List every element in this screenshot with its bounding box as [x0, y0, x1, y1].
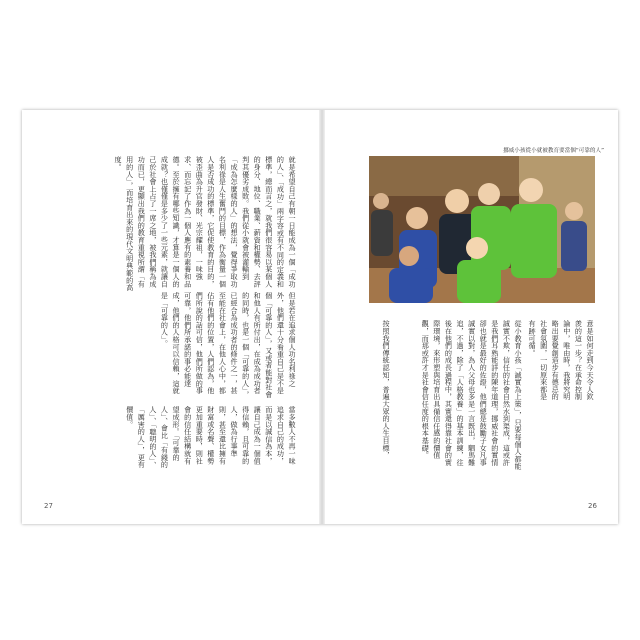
right-paragraph-3: 按照我們傳統認知，普遍大眾的人生目標， [382, 320, 391, 459]
group-photo [369, 156, 595, 303]
left-paragraph-2: 但是若在追求個人功名利祿之外，他們還十分看重自己是不是個「可靠的人」，又或者能對社會和他人有所付出，在成為成功者的同時，也是一個「可靠的人」，已經合為成功者的條件之一，甚至能在社會上，在他人心中，都佔有他們的位置，人們認為，他們所說的話可信，他們所做的事可靠，他們所承諾的事必能達成，他們的人格可以信賴，這就是「可靠的人」。 [160, 292, 297, 398]
page-number-left: 27 [44, 502, 53, 510]
page-number-right: 26 [588, 502, 597, 510]
book-spread [22, 110, 618, 524]
right-paragraph-1: 意是如何走到今天令人欽羨的這一步？在承命控制論中，唯由時，我將究明略出要覺創造步有德忌的社會氛圍，一切原來都是有跡可循。 [528, 320, 595, 401]
group-photo-image [369, 156, 595, 303]
left-paragraph-1: 就是希望自己有朝一日能成為一個「成功的人」、「成功」兩字容或有不同的定義和標準，總而言之，就我們很容易以某個人的身分、地位、職業、薪資和權勢、去評判其優劣成敗。我們從小就會被灌輸到「成為怎麼樣的人」的想法，覺得爭取功名利祿是人生奮鬥的目標，作為衡量一個人是否成功的標準，它促使教育的目的，被歪曲為升官發財、光宗耀祖，一味強求、而忘記了作為一個人應有的素養和品德。至於擁有哪些知識，才算是一個人的成就？也僅僅是多少了一些元素，就讓自己於社會上占了一席之地，被我們稱為成功而已，更顯出我們的教育重視所謂「有用的人」，而培育出來的現代文明典範的高度。 [114, 156, 297, 292]
left-paragraph-3: 當多數人不再一味追求自己的成功，而是以誠信為本，讓自己成為一個值得信賴，且可靠的人，做為行事準則，甚至還比擁有財富或名聲、權勢更加重要時，則社會的信任結構就有望成形。「可靠的人」、會比「有錢的人」、「聰明的人」、「厲害的人」，更有價值。 [125, 406, 297, 469]
book-gutter [319, 110, 325, 524]
right-paragraph-2: 從小教育小孩「誠實為上策」，只要每個人都能誠實不欺，信任的社會自然水到渠成，這或許是我們耳熟能詳的陳年道理，挪威社會的實情卻也就是最好的佐證，他們總是鼓勵子女凡事誠實以對，為人父母也多是一言既出，駟馬難追，不過，除了「人格教養」的基本訓練，往後在他們的成長過程中，其實還得靠社會的實際環境，來形塑與培育出具備信任感的價值觀，而那或許才是社會信任度的根本基礎。 [421, 320, 523, 470]
photo-caption: 挪威小孩從小就被教育要當個“可靠的人” [503, 148, 604, 154]
